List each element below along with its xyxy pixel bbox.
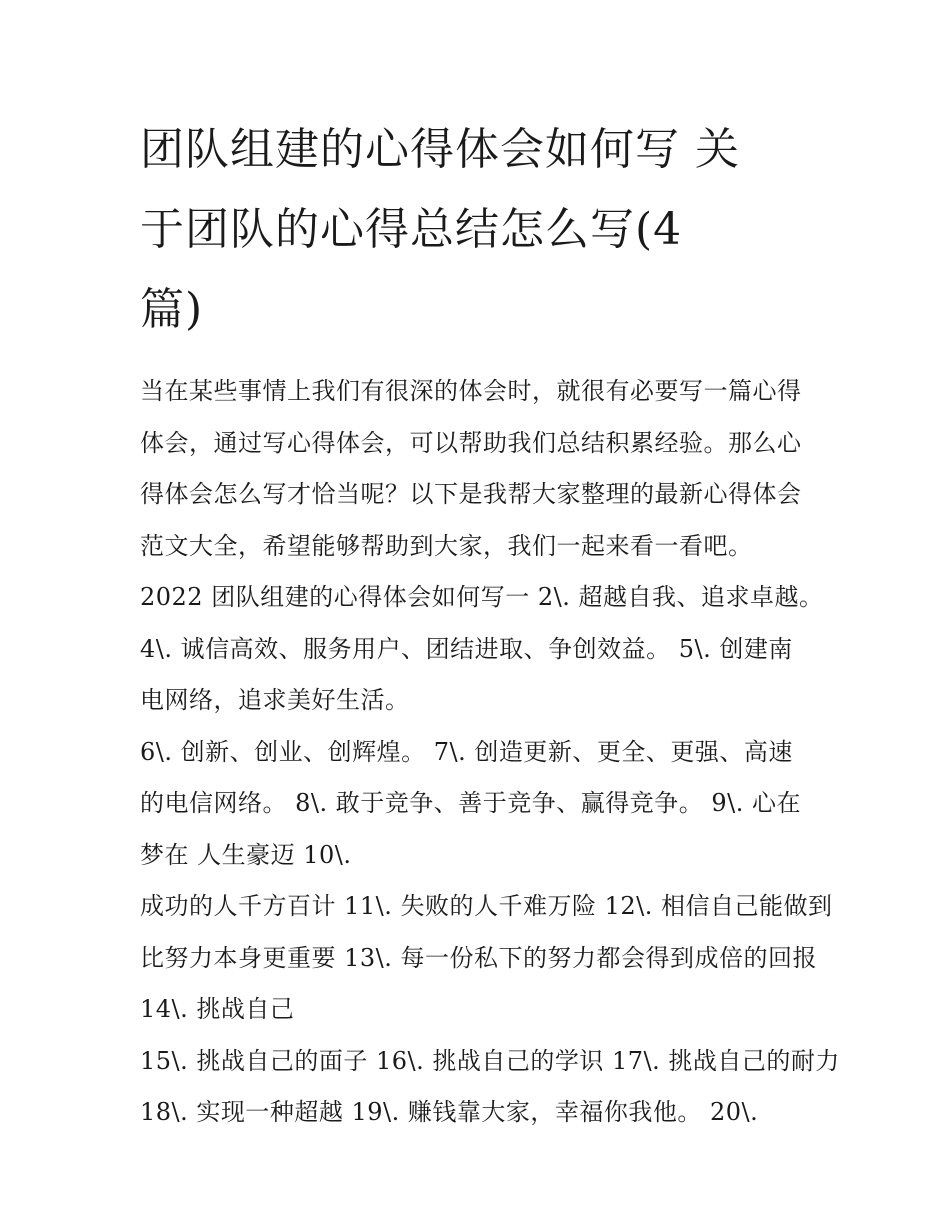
body-line-7: 电网络，追求美好生活。 [140,686,410,714]
title-line-3: 篇) [140,284,204,335]
body-line-8: 6\. 创新、创业、创辉煌。 7\. 创造更新、更全、更强、高速 [140,737,793,766]
body-line-9: 的电信网络。 8\. 敢于竞争、善于竞争、赢得竞争。 9\. 心在 [140,789,801,817]
body-line-6: 4\. 诚信高效、服务用户、团结进取、争创效益。 5\. 创建南 [140,634,793,663]
body-line-3: 得体会怎么写才恰当呢？以下是我帮大家整理的最新心得体会 [140,480,802,508]
body-line-2: 体会，通过写心得体会，可以帮助我们总结积累经验。那么心 [140,428,802,457]
body-line-12: 比努力本身更重要 13\. 每一份私下的努力都会得到成倍的回报 [140,943,818,972]
body-line-13: 14\. 挑战自己 [140,995,295,1023]
title-line-2: 于团队的心得总结怎么写(4 [140,204,683,255]
body-line-14: 15\. 挑战自己的面子 16\. 挑战自己的学识 17\. 挑战自己的耐力 [140,1046,840,1075]
document-body [140,366,840,1139]
document-page [140,110,840,1139]
body-line-5: 2022 团队组建的心得体会如何写一 2\. 超越自我、追求卓越。 [140,583,824,611]
document-title [140,110,820,350]
body-line-11: 成功的人千方百计 11\. 失败的人千难万险 12\. 相信自己能做到 [140,892,833,920]
body-line-1: 当在某些事情上我们有很深的体会时，就很有必要写一篇心得 [140,377,802,405]
title-line-1: 团队组建的心得体会如何写 关 [140,124,740,175]
body-line-10: 梦在 人生豪迈 10\. [140,840,352,869]
body-line-4: 范文大全，希望能够帮助到大家，我们一起来看一看吧。 [140,531,753,560]
body-line-15: 18\. 实现一种超越 19\. 赚钱靠大家，幸福你我他。 20\. [140,1098,759,1126]
